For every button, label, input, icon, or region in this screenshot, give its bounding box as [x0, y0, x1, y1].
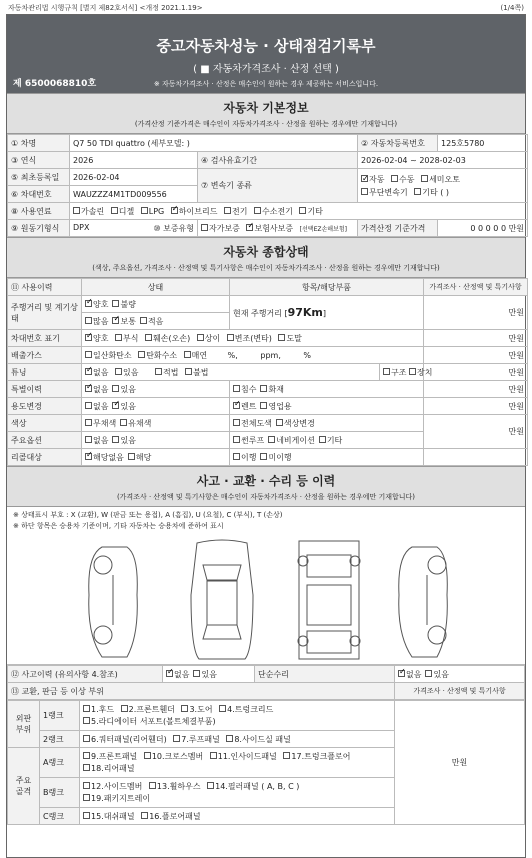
- option-label: 있음: [120, 435, 136, 445]
- checkbox-vin-rust[interactable]: [115, 334, 122, 341]
- checkbox-sunroof[interactable]: [233, 436, 240, 443]
- color-label: 색상: [8, 415, 82, 432]
- checkbox-side-member[interactable]: [83, 782, 90, 789]
- option-label: 기타 ( ): [422, 187, 450, 197]
- checkbox-trunk-lid[interactable]: [219, 705, 226, 712]
- checkbox-flood[interactable]: [233, 385, 240, 392]
- checkbox-roof-panel[interactable]: [173, 735, 180, 742]
- option-label: 5.라디에이터 서포트(볼트체결부품): [91, 716, 216, 726]
- color-right: [230, 415, 424, 432]
- option-label: 17.트렁크플로어: [291, 751, 351, 761]
- recall-options: [82, 449, 230, 466]
- use-change-label: 용도변경: [8, 398, 82, 415]
- checkbox-lpg[interactable]: [141, 207, 148, 214]
- option-label: 10.크로스멤버: [151, 751, 204, 761]
- option-label: 수동: [399, 174, 415, 184]
- warranty-label: ⑩ 보증유형: [153, 223, 194, 233]
- checkbox-rear-panel[interactable]: [83, 764, 90, 771]
- option-label: 4.트렁크리드: [227, 704, 274, 714]
- price-value: 0 0 0 0 0 만원: [438, 220, 528, 237]
- checkbox-navigation[interactable]: [268, 436, 275, 443]
- price-unit: 만원: [424, 398, 528, 415]
- use-change-options: [82, 398, 230, 415]
- checkbox-option-other[interactable]: [319, 436, 326, 443]
- accident-history-label: ⑫ 사고이력 (유의사항 4.참조): [8, 666, 163, 683]
- checkbox-odo-bad[interactable]: [112, 300, 119, 307]
- option-label: 8.사이드실 패널: [234, 734, 291, 744]
- option-label: 화재: [268, 384, 284, 394]
- option-label: 불량: [120, 299, 136, 309]
- rankA-label: A랭크: [40, 748, 80, 778]
- checkbox-cross-member[interactable]: [144, 752, 151, 759]
- checkbox-option-yes[interactable]: [112, 436, 119, 443]
- checkbox-accident-none[interactable]: [166, 670, 173, 677]
- car-top-view: [191, 540, 253, 659]
- form-regulation: 자동차관리법 시행규칙 [별지 제82호서식] <개정 2021.1.19>: [8, 4, 203, 12]
- checkbox-repair-yes[interactable]: [425, 670, 432, 677]
- option-label: 있음: [433, 669, 449, 679]
- option-label: 무단변속기: [369, 187, 408, 197]
- option-label: 없음: [174, 669, 190, 679]
- option-label: 양호: [93, 299, 109, 309]
- option-label: 기타: [326, 435, 343, 445]
- legend-note: ※ 하단 항목은 승용차 기준이며, 기타 자동차는 승용차에 준하여 표시: [13, 522, 224, 530]
- option-label: 장치: [417, 367, 433, 377]
- option-label: 14.필러패널 ( A, B, C ): [215, 781, 300, 791]
- checkbox-electric[interactable]: [224, 207, 231, 214]
- option-label: 이행: [241, 452, 257, 462]
- option-label: 색상변경: [283, 418, 315, 428]
- engine-label: ⑨ 원동기형식: [8, 220, 70, 237]
- checkbox-vin-damage[interactable]: [145, 334, 152, 341]
- checkbox-fuel-other[interactable]: [299, 207, 306, 214]
- checkbox-cvt[interactable]: [361, 188, 368, 195]
- option-label: 없음: [93, 401, 109, 411]
- plate-label: ② 자동차등록번호: [358, 135, 438, 152]
- option-label: 없음: [93, 384, 109, 394]
- option-label: 적법: [163, 367, 179, 377]
- accident-legend: [7, 507, 525, 535]
- checkbox-tune-legal[interactable]: [155, 368, 162, 375]
- checkbox-trans-other[interactable]: [414, 188, 421, 195]
- vin-mark-label: 차대번호 표기: [8, 330, 82, 347]
- year-value: 2026: [70, 152, 198, 169]
- checkbox-door[interactable]: [181, 705, 188, 712]
- option-label: LPG: [148, 206, 165, 216]
- checkbox-odo-normal[interactable]: [112, 317, 119, 324]
- option-label: 도말: [286, 333, 302, 343]
- option-label: 탄화수소: [146, 350, 178, 360]
- document-subtitle: ( ■ 자동차가격조사 · 산정 선택 ): [193, 64, 339, 75]
- checkbox-recall-notdone[interactable]: [260, 453, 267, 460]
- option-label: 세미오토: [429, 174, 460, 184]
- gas-options: [82, 347, 424, 364]
- checkbox-vin-altered[interactable]: [227, 334, 234, 341]
- checkbox-odo-good[interactable]: [85, 300, 92, 307]
- warranty-note: [선택EZ손해보험]: [299, 225, 348, 233]
- basic-info-section-header: [7, 93, 525, 134]
- option-label: 가솔린: [81, 206, 105, 216]
- option-label: 18.리어패널: [91, 763, 135, 773]
- checkbox-structure[interactable]: [383, 368, 390, 375]
- page-indicator: (1/4쪽): [500, 4, 524, 12]
- option-label: 구조: [391, 367, 407, 377]
- option-label: 썬루프: [241, 435, 265, 445]
- odo-state-1: [82, 296, 230, 313]
- option-label: 해당없음: [93, 452, 124, 462]
- vin-value: WAUZZZ4M1TD009556: [70, 186, 198, 203]
- valid-label: ④ 검사유효기간: [198, 152, 358, 169]
- option-label: 영업용: [268, 401, 292, 411]
- option-label: 전기: [231, 206, 248, 216]
- checkbox-accident-yes[interactable]: [193, 670, 200, 677]
- fuel-options: [70, 203, 528, 220]
- checkbox-hydrogen[interactable]: [254, 207, 261, 214]
- rank1-label: 1랭크: [40, 701, 80, 731]
- option-label: 렌트: [241, 401, 257, 411]
- option-label: 하이브리드: [178, 206, 218, 216]
- checkbox-side-sill[interactable]: [226, 735, 233, 742]
- main-option-label: 주요옵션: [8, 432, 82, 449]
- option-label: 있음: [201, 669, 217, 679]
- valid-value: 2026-02-04 ~ 2028-02-03: [358, 152, 528, 169]
- option-label: 유채색: [128, 418, 152, 428]
- price-unit: 만원: [424, 381, 528, 398]
- checkbox-insurance-warranty[interactable]: [246, 224, 253, 231]
- rankA-items: [80, 748, 395, 778]
- checkbox-achromatic[interactable]: [85, 419, 92, 426]
- option-label: 훼손(오손): [153, 333, 191, 343]
- option-label: 기타: [307, 206, 323, 216]
- odo-close: ]: [322, 309, 326, 318]
- option-label: 자동: [369, 174, 385, 184]
- checkbox-hc[interactable]: [138, 351, 145, 358]
- warranty-options: [198, 220, 358, 237]
- odo-state-2: [82, 313, 230, 330]
- checkbox-device[interactable]: [409, 368, 416, 375]
- option-label: 미이행: [268, 452, 292, 462]
- status-col-items: 항목/해당부품: [230, 279, 424, 296]
- option-label: 9.프론트패널: [91, 751, 138, 761]
- main-option-right: [230, 432, 424, 449]
- vin-label: ⑥ 차대번호: [8, 186, 70, 203]
- checkbox-tune-illegal[interactable]: [185, 368, 192, 375]
- status-col-history: ⑪ 사용이력: [8, 279, 82, 296]
- option-label: 일산화탄소: [93, 350, 132, 360]
- checkbox-co[interactable]: [85, 351, 92, 358]
- checkbox-manual[interactable]: [391, 175, 398, 182]
- gas-unit-1: %,: [227, 350, 238, 360]
- transmission-options: [358, 169, 528, 203]
- legend-symbols: ※ 상태표시 부호 : X (교환), W (판금 또는 용접), A (흠집), U (요철), C (부식), T (손상): [13, 511, 283, 519]
- option-label: 12.사이드멤버: [91, 781, 143, 791]
- option-label: 무채색: [93, 418, 117, 428]
- accident-history-options: [163, 666, 255, 683]
- option-label: 13.휠하우스: [156, 781, 201, 791]
- option-label: 변조(변타): [234, 333, 272, 343]
- option-label: 보통: [120, 316, 136, 326]
- price-unit: 만원: [424, 296, 528, 330]
- first-reg-label: ⑤ 최초등록일: [8, 169, 70, 186]
- rankC-label: C랭크: [40, 808, 80, 825]
- option-label: 매연: [191, 350, 208, 360]
- document-page: [6, 14, 526, 858]
- option-label: 있음: [120, 384, 136, 394]
- car-right-side: [399, 547, 448, 657]
- rankB-label: B랭크: [40, 778, 80, 808]
- tuning-label: 튜닝: [8, 364, 82, 381]
- document-header: [7, 15, 525, 93]
- car-diagram-svg: [7, 535, 525, 665]
- checkbox-quarter-panel[interactable]: [83, 735, 90, 742]
- accident-section-header: [7, 466, 525, 507]
- year-label: ③ 연식: [8, 152, 70, 169]
- outer-panel-label: 외판 부위: [8, 701, 40, 748]
- price-label: 가격산정 기준가격: [358, 220, 438, 237]
- checkbox-use-yes[interactable]: [112, 402, 119, 409]
- checkbox-wheel-house[interactable]: [149, 782, 156, 789]
- parts-price-header: 가격조사 · 산정액 및 특기사항: [395, 683, 525, 700]
- document-title: 중고자동차성능 · 상태점검기록부: [156, 37, 376, 55]
- option-label: 네비게이션: [276, 435, 315, 445]
- special-history-options: [82, 381, 230, 398]
- status-subtitle: (색상, 주요옵션, 가격조사 · 산정액 및 특기사항은 매수인이 자동차가격조사 · 산정을 원하는 경우에만 기재합니다): [92, 264, 440, 272]
- main-frame-label: 주요 골격: [8, 748, 40, 825]
- option-label: 상이: [204, 333, 221, 343]
- option-label: 15.대쉬패널: [91, 811, 135, 821]
- checkbox-rent[interactable]: [233, 402, 240, 409]
- option-label: 불법: [193, 367, 209, 377]
- checkbox-repair-none[interactable]: [398, 670, 405, 677]
- status-table: [7, 278, 528, 466]
- checkbox-front-fender[interactable]: [121, 705, 128, 712]
- price-unit: 만원: [424, 347, 528, 364]
- checkbox-smoke[interactable]: [184, 351, 191, 358]
- basic-info-subtitle: (가격산정 기준가격은 매수인이 자동차가격조사 · 산정을 원하는 경우에만 기재합니다): [134, 120, 398, 128]
- accident-subtitle: (가격조사 · 산정액 및 특기사항은 매수인이 자동차가격조사 · 산정을 원하는 경우에만 기재합니다): [116, 493, 416, 501]
- checkbox-gasoline[interactable]: [73, 207, 80, 214]
- checkbox-vin-painted[interactable]: [278, 334, 285, 341]
- rank2-label: 2랭크: [40, 731, 80, 748]
- rankB-items: [80, 778, 395, 808]
- rank1-items: [80, 701, 395, 731]
- odo-reading: [230, 296, 424, 330]
- status-section-header: [7, 237, 525, 278]
- option-label: 3.도어: [189, 704, 213, 714]
- checkbox-self-warranty[interactable]: [201, 224, 208, 231]
- option-label: 7.루프패널: [181, 734, 220, 744]
- car-name-label: ① 차명: [8, 135, 70, 152]
- special-history-right: [230, 381, 424, 398]
- document-note: ※ 자동차가격조사 · 산정은 매수인이 원하는 경우 제공하는 서비스입니다.: [153, 80, 379, 88]
- document-number: 제 6500068810호: [13, 79, 97, 89]
- car-frame-view: [298, 541, 360, 659]
- plate-value: 125호5780: [438, 135, 528, 152]
- vin-mark-options: [82, 330, 424, 347]
- option-label: 없음: [406, 669, 422, 679]
- accident-table: [7, 665, 525, 700]
- checkbox-dash-panel[interactable]: [83, 812, 90, 819]
- option-label: 전체도색: [241, 418, 272, 428]
- option-label: 많음: [93, 316, 109, 326]
- checkbox-trunk-floor[interactable]: [283, 752, 290, 759]
- checkbox-tune-yes[interactable]: [115, 368, 122, 375]
- option-label: 침수: [241, 384, 257, 394]
- checkbox-hood[interactable]: [83, 705, 90, 712]
- rank2-items: [80, 731, 395, 748]
- checkbox-floor-panel[interactable]: [141, 812, 148, 819]
- option-label: 자가보증: [209, 223, 240, 233]
- price-unit: 만원: [424, 415, 528, 449]
- tuning-options: [82, 364, 380, 381]
- gas-unit-3: %: [303, 350, 312, 360]
- option-label: 해당: [135, 452, 152, 462]
- checkbox-vin-good[interactable]: [85, 334, 92, 341]
- checkbox-recall-done[interactable]: [233, 453, 240, 460]
- checkbox-front-panel[interactable]: [83, 752, 90, 759]
- odo-value: 97Km: [287, 306, 323, 319]
- checkbox-recall-none[interactable]: [85, 453, 92, 460]
- main-option-options: [82, 432, 230, 449]
- gas-unit-2: ppm,: [260, 350, 281, 360]
- recall-label: 리콜대상: [8, 449, 82, 466]
- basic-info-table: [7, 134, 528, 237]
- checkbox-inside-panel[interactable]: [210, 752, 217, 759]
- simple-repair-label: 단순수리: [255, 666, 395, 683]
- option-label: 11.인사이드패널: [217, 751, 277, 761]
- checkbox-color-change[interactable]: [276, 419, 283, 426]
- parts-table: [7, 700, 525, 825]
- odo-text: 현재 주행거리 [: [233, 309, 288, 318]
- special-history-label: 특별이력: [8, 381, 82, 398]
- checkbox-auto[interactable]: [361, 175, 368, 182]
- option-label: 19.패키지트레이: [91, 793, 151, 803]
- checkbox-odo-many[interactable]: [85, 317, 92, 324]
- transmission-label: ⑦ 변속기 종류: [198, 169, 358, 203]
- option-label: 양호: [93, 333, 109, 343]
- recall-price: [424, 449, 528, 466]
- option-label: 16.플로어패널: [149, 811, 201, 821]
- accident-title: 사고 · 교환 · 수리 등 이력: [196, 474, 336, 488]
- option-label: 디젤: [118, 206, 135, 216]
- car-name-value: Q7 50 TDI quattro (세부모델: ): [70, 135, 358, 152]
- price-unit: 만원: [424, 330, 528, 347]
- option-label: 적음: [147, 316, 164, 326]
- checkbox-hist-yes[interactable]: [112, 385, 119, 392]
- option-label: 없음: [93, 435, 109, 445]
- checkbox-fire[interactable]: [260, 385, 267, 392]
- checkbox-diesel[interactable]: [111, 207, 118, 214]
- checkbox-tune-none[interactable]: [85, 368, 92, 375]
- engine-value: DPX: [73, 222, 90, 232]
- checkbox-option-none[interactable]: [85, 436, 92, 443]
- checkbox-vin-diff[interactable]: [197, 334, 204, 341]
- option-label: 있음: [123, 367, 139, 377]
- status-col-price: 가격조사 · 산정액 및 특기사항: [424, 279, 528, 296]
- parts-price-unit: 만원: [395, 701, 525, 825]
- option-label: 2.프론트휀더: [128, 704, 175, 714]
- checkbox-radiator-support[interactable]: [83, 717, 90, 724]
- fuel-label: ⑧ 사용연료: [8, 203, 70, 220]
- option-label: 1.후드: [91, 704, 115, 714]
- car-left-side: [89, 547, 138, 657]
- option-label: 있음: [120, 401, 136, 411]
- status-title: 자동차 종합상태: [223, 245, 309, 259]
- checkbox-chromatic[interactable]: [120, 419, 127, 426]
- checkbox-pillar-panel[interactable]: [207, 782, 214, 789]
- checkbox-hist-none[interactable]: [85, 385, 92, 392]
- price-unit: 만원: [424, 364, 528, 381]
- checkbox-use-none[interactable]: [85, 402, 92, 409]
- option-label: 없음: [93, 367, 109, 377]
- checkbox-semi-auto[interactable]: [421, 175, 428, 182]
- simple-repair-options: [395, 666, 525, 683]
- color-options: [82, 415, 230, 432]
- engine-row: [70, 220, 198, 237]
- rankC-items: [80, 808, 395, 825]
- gas-label: 배출가스: [8, 347, 82, 364]
- tuning-right: [380, 364, 433, 381]
- option-label: 수소전기: [261, 206, 293, 216]
- checkbox-hybrid[interactable]: [171, 207, 178, 214]
- checkbox-recall-yes[interactable]: [128, 453, 135, 460]
- checkbox-odo-few[interactable]: [140, 317, 147, 324]
- recall-right: [230, 449, 424, 466]
- checkbox-business[interactable]: [260, 402, 267, 409]
- first-reg-value: 2026-02-04: [70, 169, 198, 186]
- car-diagram: [7, 535, 525, 665]
- option-label: 부식: [123, 333, 139, 343]
- odo-row-label: 주행거리 및 계기상태: [8, 296, 82, 330]
- parts-label: ⑬ 교환, 판금 등 이상 부위: [8, 683, 395, 700]
- checkbox-package-tray[interactable]: [83, 794, 90, 801]
- use-change-right: [230, 398, 424, 415]
- checkbox-full-paint[interactable]: [233, 419, 240, 426]
- option-label: 보험사보증: [254, 223, 294, 233]
- basic-info-title: 자동차 기본정보: [223, 101, 309, 115]
- option-label: 6.쿼터패널(리어휀더): [91, 734, 167, 744]
- status-col-state: 상태: [82, 279, 230, 296]
